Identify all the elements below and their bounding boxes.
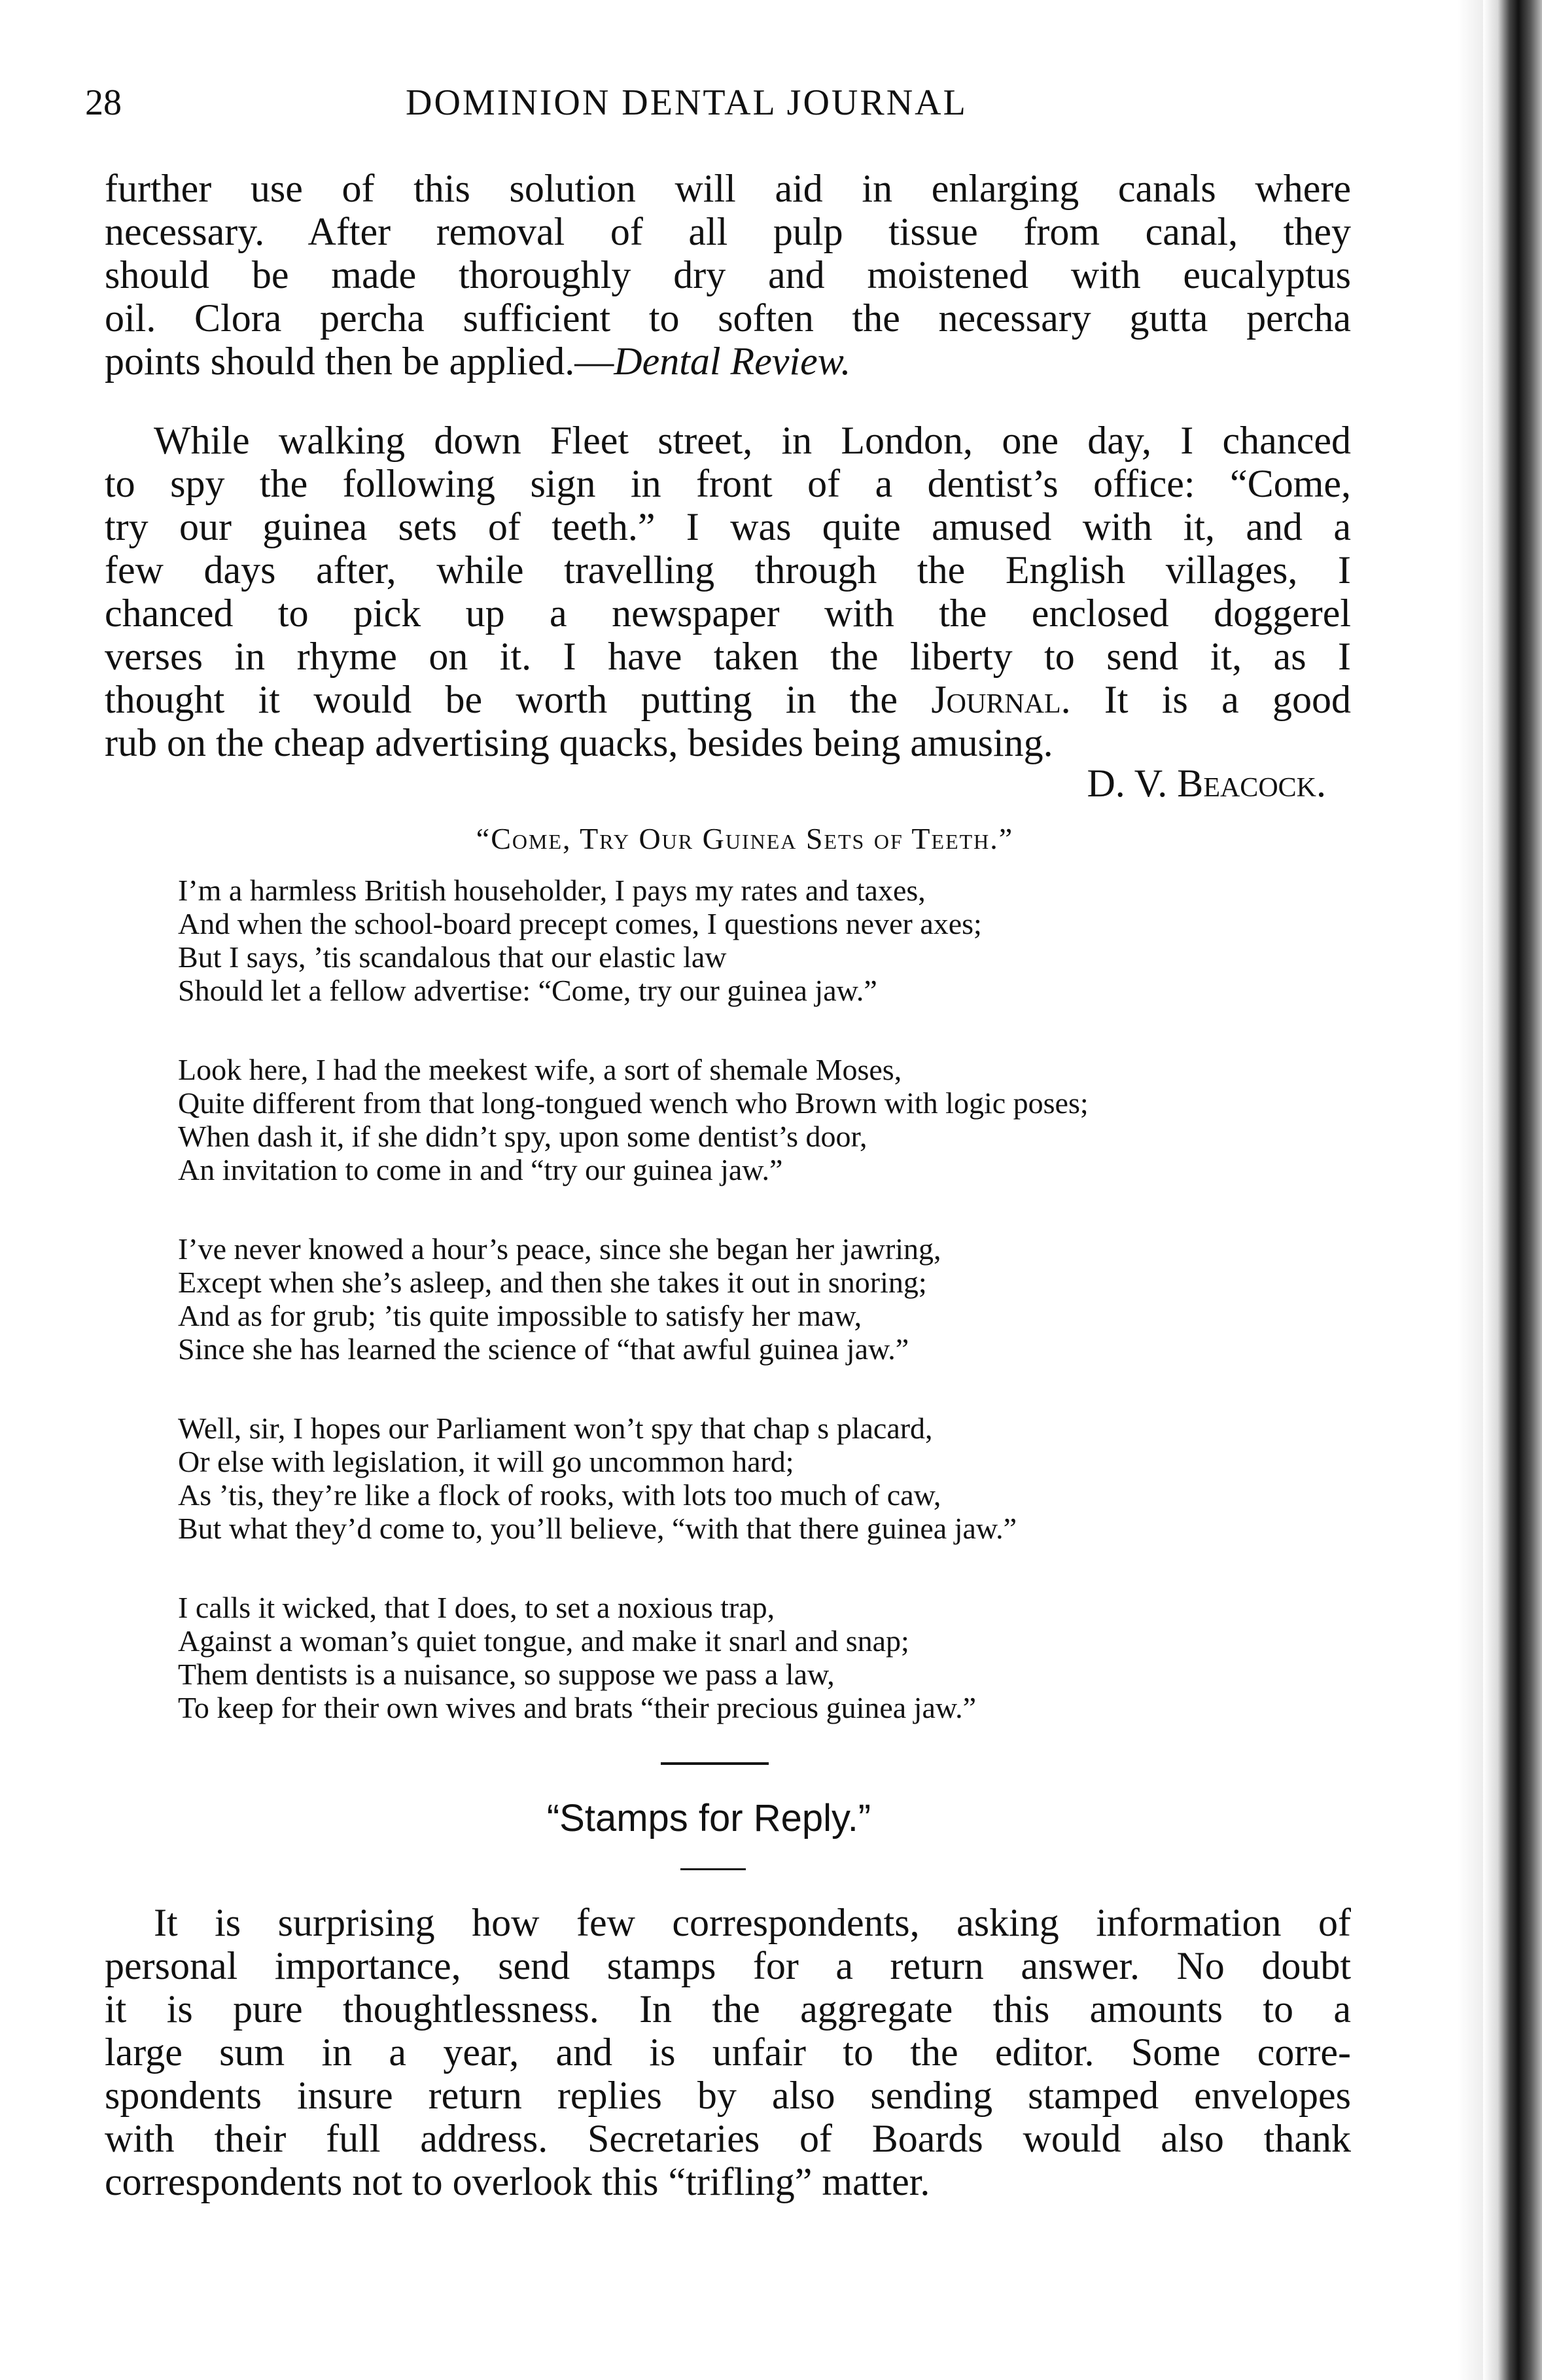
text-line: personal importance, send stamps for a return answer. No doubt	[105, 1944, 1351, 1987]
poem-title-text: “Come, Try Our Guinea Sets of Teeth.”	[476, 822, 1014, 855]
text-line: rub on the cheap advertising quacks, besides being amusing.	[105, 721, 1053, 764]
poem-line: Since she has learned the science of “that awful guinea jaw.”	[178, 1332, 909, 1366]
poem-title	[0, 821, 1542, 856]
author-signature: D. V. Beacock.	[1087, 762, 1326, 805]
poem	[178, 874, 1421, 1770]
text-run: . It is a good	[1060, 678, 1351, 721]
section-heading	[0, 1796, 1542, 1840]
poem-stanza	[178, 1591, 1421, 1724]
text-line: verses in rhyme on it. I have taken the liberty to send it, as I	[105, 635, 1351, 678]
divider-rule	[661, 1762, 769, 1765]
poem-stanza	[178, 1053, 1421, 1186]
poem-stanza	[178, 1412, 1421, 1545]
text-line: should be made thoroughly dry and moistened with eucalyptus	[105, 253, 1351, 296]
text-line: try our guinea sets of teeth.” I was quite amused with it, and a	[105, 505, 1351, 548]
text-line: with their full address. Secretaries of Boards would also thank	[105, 2117, 1351, 2160]
journal-name: Journal	[931, 678, 1061, 721]
paragraph-pulp-canal	[105, 167, 1351, 383]
text-line	[105, 678, 1351, 721]
poem-line: As ’tis, they’re like a flock of rooks, with lots too much of caw,	[178, 1478, 941, 1512]
section-heading-text: “Stamps for Reply.”	[546, 1797, 871, 1839]
poem-line: Against a woman’s quiet tongue, and make it snarl and snap;	[178, 1624, 909, 1658]
poem-stanza	[178, 874, 1421, 1007]
poem-line: Look here, I had the meekest wife, a sort of shemale Moses,	[178, 1053, 902, 1086]
text-line: It is surprising how few correspondents, asking information of	[154, 1901, 1351, 1944]
running-head: DOMINION DENTAL JOURNAL	[406, 82, 968, 123]
text-line	[105, 340, 1351, 383]
poem-line: To keep for their own wives and brats “their precious guinea jaw.”	[178, 1691, 977, 1724]
divider-rule	[680, 1868, 746, 1870]
text-line: spondents insure return replies by also sending stamped envelopes	[105, 2074, 1351, 2117]
poem-line: When dash it, if she didn’t spy, upon some dentist’s door,	[178, 1120, 867, 1153]
poem-line: I’ve never knowed a hour’s peace, since she began her jawring,	[178, 1232, 941, 1266]
poem-line: And as for grub; ’tis quite impossible to satisfy her maw,	[178, 1299, 862, 1332]
poem-line: Or else with legislation, it will go uncommon hard;	[178, 1445, 794, 1478]
text-run: points should then be applied.—	[105, 340, 614, 383]
book-binding-edge	[1483, 0, 1542, 2380]
paragraph-fleet-street	[105, 419, 1351, 764]
text-line: to spy the following sign in front of a dentist’s office: “Come,	[105, 462, 1351, 505]
text-line: large sum in a year, and is unfair to the editor. Some corre-	[105, 2031, 1351, 2074]
poem-line: Well, sir, I hopes our Parliament won’t spy that chap s placard,	[178, 1412, 933, 1445]
poem-line: Quite different from that long-tongued wench who Brown with logic poses;	[178, 1086, 1089, 1120]
text-line: few days after, while travelling through the English villages, I	[105, 548, 1351, 592]
poem-line: But what they’d come to, you’ll believe, “with that there guinea jaw.”	[178, 1512, 1017, 1545]
poem-line: Them dentists is a nuisance, so suppose we pass a law,	[178, 1658, 835, 1691]
poem-line: An invitation to come in and “try our guinea jaw.”	[178, 1153, 783, 1186]
poem-line: And when the school-board precept comes, I questions never axes;	[178, 907, 982, 940]
text-line: While walking down Fleet street, in London, one day, I chanced	[154, 419, 1351, 462]
text-run: thought it would be worth putting in the	[105, 678, 932, 721]
binding-shadow	[1457, 0, 1483, 2380]
poem-line: I calls it wicked, that I does, to set a noxious trap,	[178, 1591, 775, 1624]
poem-line: I’m a harmless British householder, I pays my rates and taxes,	[178, 874, 926, 907]
text-line: chanced to pick up a newspaper with the enclosed doggerel	[105, 592, 1351, 635]
poem-line: But I says, ’tis scandalous that our elastic law	[178, 940, 727, 974]
text-line: it is pure thoughtlessness. In the aggregate this amounts to a	[105, 1987, 1351, 2031]
citation: Dental Review.	[614, 340, 851, 383]
text-line: further use of this solution will aid in enlarging canals where	[105, 167, 1351, 210]
poem-stanza	[178, 1232, 1421, 1366]
text-line: oil. Clora percha sufficient to soften the necessary gutta percha	[105, 296, 1351, 340]
paragraph-stamps-for-reply	[105, 1901, 1351, 2203]
poem-line: Except when she’s asleep, and then she takes it out in snoring;	[178, 1266, 927, 1299]
poem-line: Should let a fellow advertise: “Come, try our guinea jaw.”	[178, 974, 877, 1007]
text-line: necessary. After removal of all pulp tissue from canal, they	[105, 210, 1351, 253]
page-number: 28	[85, 82, 122, 123]
text-line: correspondents not to overlook this “trifling” matter.	[105, 2160, 930, 2203]
